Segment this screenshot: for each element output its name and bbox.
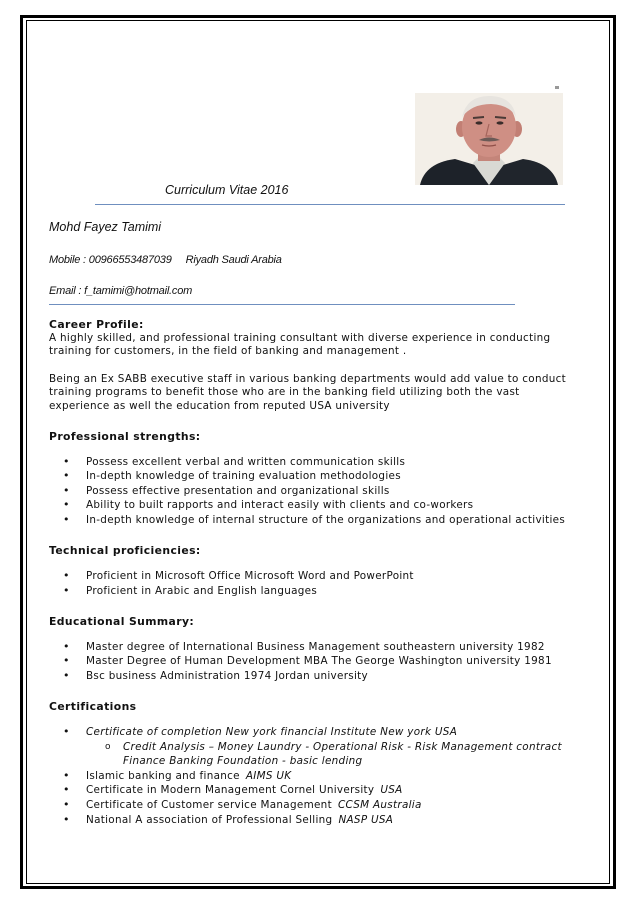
cert-name: Certificate of Customer service Management bbox=[86, 798, 332, 811]
list-item: • Ability to built rapports and interact easily with clients and co-workers bbox=[49, 498, 569, 513]
section-heading-education: Educational Summary: bbox=[49, 615, 195, 629]
list-item: • Master degree of International Business Management southeastern university 1982 bbox=[49, 640, 569, 655]
cert-issuer: USA bbox=[380, 784, 403, 797]
career-profile-paragraph: A highly skilled, and professional training consultant with diverse experience in conducting training for customers, in the field of banking and management . bbox=[49, 331, 551, 357]
cert-name: Islamic banking and finance bbox=[86, 769, 240, 782]
cert-issuer: NASP USA bbox=[338, 813, 394, 826]
certifications-list bbox=[49, 769, 569, 827]
photo-mark bbox=[555, 86, 559, 89]
strengths-list bbox=[49, 455, 569, 528]
divider-line bbox=[49, 304, 515, 305]
mobile-number: Mobile : 00966553487039 bbox=[49, 254, 172, 266]
cert-issuer: AIMS UK bbox=[245, 769, 292, 782]
cert-issuer: CCSM Australia bbox=[337, 798, 422, 811]
list-item bbox=[49, 813, 569, 828]
list-item: • Proficient in Microsoft Office Microsoft Word and PowerPoint bbox=[49, 569, 569, 584]
list-item bbox=[49, 783, 569, 798]
list-item: • Proficient in Arabic and English languages bbox=[49, 584, 569, 599]
list-item: • Certificate of completion New york financial Institute New york USA bbox=[49, 725, 569, 740]
section-heading-certifications: Certifications bbox=[49, 700, 137, 714]
list-item: o Credit Analysis – Money Laundry - Operational Risk - Risk Management contract Finance Banking Foundation - basic lending bbox=[49, 740, 569, 769]
divider-line bbox=[95, 204, 565, 205]
career-profile-paragraph: Being an Ex SABB executive staff in various banking departments would add value to conduct training programs to benefit those who are in the banking field utilizing both the vast experience as well the education from reputed USA university bbox=[49, 372, 566, 412]
education-list bbox=[49, 640, 569, 684]
list-item: • In-depth knowledge of internal structure of the organizations and operational activities bbox=[49, 513, 569, 528]
list-item: • Possess effective presentation and organizational skills bbox=[49, 484, 569, 499]
location: Riyadh Saudi Arabia bbox=[185, 254, 282, 266]
profile-photo bbox=[415, 93, 563, 185]
contact-email[interactable]: Email : f_tamimi@hotmail.com bbox=[49, 285, 193, 297]
list-item bbox=[49, 798, 569, 813]
contact-mobile-line bbox=[49, 254, 282, 266]
cv-title: Curriculum Vitae 2016 bbox=[165, 183, 289, 197]
list-item bbox=[49, 769, 569, 784]
list-item: • Bsc business Administration 1974 Jordan university bbox=[49, 669, 569, 684]
list-item: • Possess excellent verbal and written communication skills bbox=[49, 455, 569, 470]
cert-name: National A association of Professional Selling bbox=[86, 813, 333, 826]
certifications-list bbox=[49, 725, 569, 740]
cert-name: Certificate in Modern Management Cornel University bbox=[86, 784, 375, 797]
cv-body bbox=[49, 318, 569, 827]
technical-list bbox=[49, 569, 569, 598]
certifications-sublist bbox=[49, 740, 569, 769]
section-heading-technical: Technical proficiencies: bbox=[49, 544, 201, 558]
section-heading-career-profile: Career Profile: bbox=[49, 318, 144, 331]
candidate-name: Mohd Fayez Tamimi bbox=[49, 220, 162, 234]
list-item: • In-depth knowledge of training evaluation methodologies bbox=[49, 469, 569, 484]
list-item: • Master Degree of Human Development MBA The George Washington university 1981 bbox=[49, 654, 569, 669]
section-heading-strengths: Professional strengths: bbox=[49, 430, 201, 443]
